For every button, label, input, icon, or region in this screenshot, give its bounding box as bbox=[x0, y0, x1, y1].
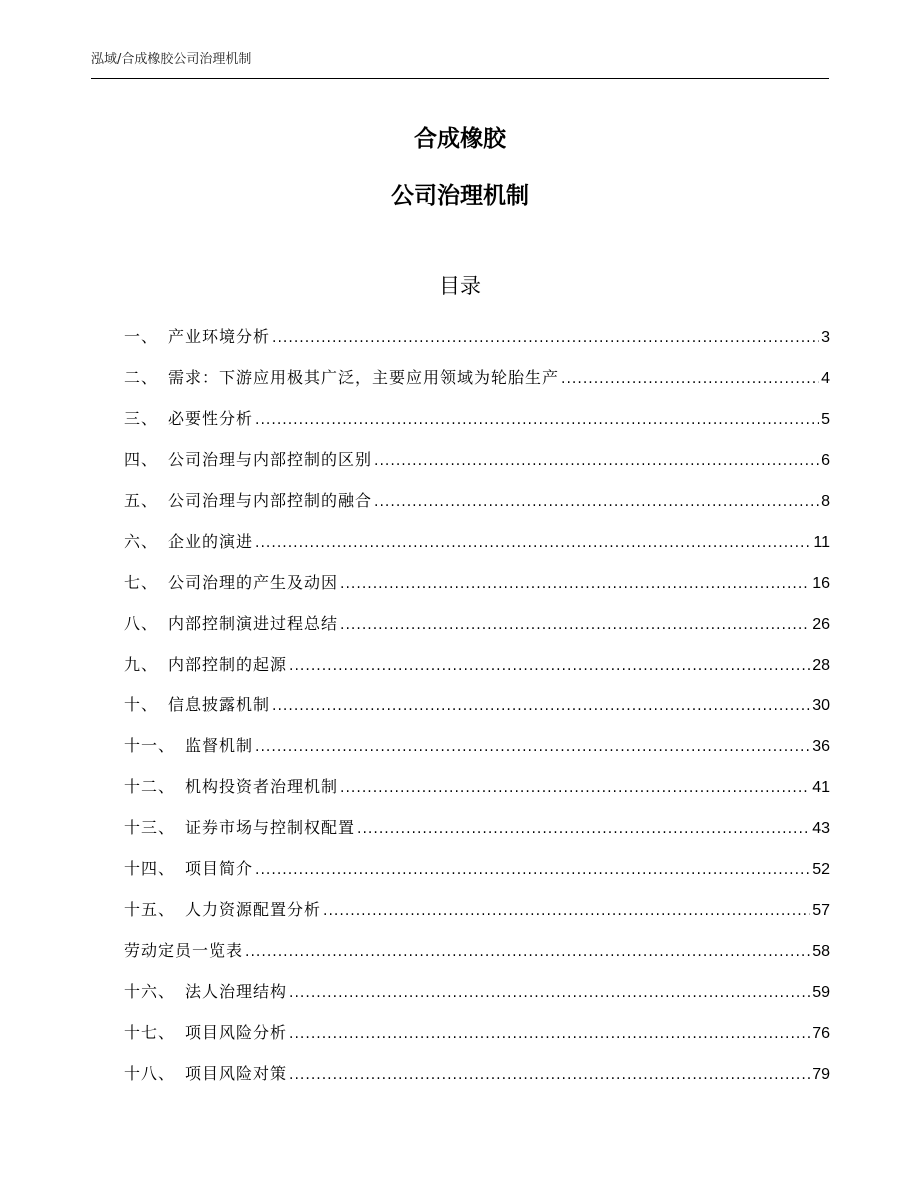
toc-entry-label: 信息披露机制 bbox=[168, 695, 271, 715]
toc-entry-page: 28 bbox=[812, 656, 830, 674]
toc-entry[interactable] bbox=[124, 938, 830, 979]
toc-entry[interactable] bbox=[124, 406, 830, 447]
toc-entry[interactable] bbox=[124, 488, 830, 529]
document-title: 合成橡胶 bbox=[414, 126, 506, 152]
toc-entry-page: 6 bbox=[821, 451, 830, 469]
toc-entry[interactable] bbox=[124, 324, 830, 365]
toc-entry-page: 3 bbox=[821, 329, 830, 346]
toc-entry-label: 监督机制 bbox=[185, 736, 254, 756]
toc-entry[interactable] bbox=[124, 1061, 830, 1102]
toc-entry-page: 57 bbox=[812, 902, 830, 920]
toc-leader-dots bbox=[357, 816, 810, 842]
toc-entry-label: 公司治理的产生及动因 bbox=[168, 572, 339, 592]
toc-entry-page: 30 bbox=[812, 697, 830, 715]
toc-entry-page: 8 bbox=[821, 492, 830, 510]
toc-entry-number: 七、 bbox=[124, 572, 159, 592]
toc-leader-dots bbox=[255, 407, 819, 433]
toc-leader-dots bbox=[340, 571, 810, 597]
toc-entry-number: 八、 bbox=[124, 613, 159, 633]
toc-entry[interactable] bbox=[124, 611, 830, 652]
toc-entry[interactable] bbox=[124, 979, 830, 1020]
toc-entry-number: 十八、 bbox=[124, 1063, 176, 1083]
toc-entry-number: 十二、 bbox=[124, 777, 176, 797]
toc-entry-label: 公司治理与内部控制的区别 bbox=[168, 449, 373, 469]
toc-entry-page: 58 bbox=[812, 943, 830, 961]
toc-entry[interactable] bbox=[124, 652, 830, 693]
document-subtitle: 公司治理机制 bbox=[391, 183, 529, 209]
toc-leader-dots bbox=[323, 898, 810, 924]
toc-entry-number: 十三、 bbox=[124, 818, 176, 838]
toc-leader-dots bbox=[374, 489, 819, 515]
toc-entry-label: 公司治理与内部控制的融合 bbox=[168, 490, 373, 510]
toc-leader-dots bbox=[561, 366, 819, 392]
toc-entry-label: 企业的演进 bbox=[168, 531, 254, 551]
toc-entry-label: 必要性分析 bbox=[168, 408, 254, 428]
toc-entry-page: 36 bbox=[812, 738, 830, 756]
toc-entry[interactable] bbox=[124, 897, 830, 938]
toc-leader-dots bbox=[272, 693, 810, 719]
toc-entry[interactable] bbox=[124, 692, 830, 733]
toc-entry-label: 机构投资者治理机制 bbox=[185, 777, 339, 797]
toc-entry-number: 四、 bbox=[124, 449, 159, 469]
toc-entry-page: 79 bbox=[812, 1065, 830, 1083]
toc-entry-label: 法人治理结构 bbox=[185, 982, 288, 1001]
toc-entry[interactable] bbox=[124, 529, 830, 570]
toc-entry[interactable] bbox=[124, 1020, 830, 1061]
toc-entry-label: 产业环境分析 bbox=[168, 327, 271, 346]
toc-entry-page: 59 bbox=[812, 984, 830, 1001]
toc-leader-dots bbox=[272, 325, 819, 351]
toc-entry[interactable] bbox=[124, 365, 830, 406]
toc-leader-dots bbox=[289, 1062, 810, 1088]
toc-leader-dots bbox=[255, 857, 810, 883]
toc-entry-number: 一、 bbox=[124, 327, 159, 346]
toc-entry-number: 十四、 bbox=[124, 859, 176, 879]
toc-entry-label: 劳动定员一览表 bbox=[124, 941, 244, 961]
toc-entry-label: 项目风险分析 bbox=[185, 1022, 288, 1042]
toc-entry-label: 项目简介 bbox=[185, 859, 254, 879]
toc-entry-number: 十、 bbox=[124, 695, 159, 715]
toc-entry-number: 二、 bbox=[124, 367, 159, 387]
table-of-contents bbox=[124, 324, 830, 1102]
toc-entry-page: 43 bbox=[812, 820, 830, 838]
toc-entry-label: 证券市场与控制权配置 bbox=[185, 818, 356, 838]
toc-leader-dots bbox=[340, 612, 810, 638]
toc-entry-page: 52 bbox=[812, 861, 830, 879]
toc-entry[interactable] bbox=[124, 856, 830, 897]
toc-leader-dots bbox=[340, 775, 810, 801]
toc-entry[interactable] bbox=[124, 733, 830, 774]
toc-entry-page: 11 bbox=[813, 533, 830, 551]
toc-leader-dots bbox=[255, 530, 811, 556]
toc-entry-number: 五、 bbox=[124, 490, 159, 510]
toc-entry-number: 六、 bbox=[124, 531, 159, 551]
toc-entry-number: 九、 bbox=[124, 654, 159, 674]
toc-entry-number: 十五、 bbox=[124, 900, 176, 920]
toc-entry-page: 4 bbox=[821, 369, 830, 387]
toc-leader-dots bbox=[374, 448, 819, 474]
toc-entry[interactable] bbox=[124, 447, 830, 488]
toc-entry-number: 三、 bbox=[124, 408, 159, 428]
page-header bbox=[91, 50, 829, 79]
toc-entry-label: 需求：下游应用极其广泛，主要应用领域为轮胎生产 bbox=[168, 367, 560, 387]
toc-entry[interactable] bbox=[124, 774, 830, 815]
toc-entry-page: 16 bbox=[812, 574, 830, 592]
toc-entry-label: 项目风险对策 bbox=[185, 1063, 288, 1083]
toc-entry-label: 人力资源配置分析 bbox=[185, 900, 322, 920]
toc-leader-dots bbox=[289, 653, 810, 679]
toc-leader-dots bbox=[245, 939, 810, 965]
toc-entry-number: 十一、 bbox=[124, 736, 176, 756]
toc-entry-page: 26 bbox=[812, 615, 830, 633]
toc-leader-dots bbox=[289, 980, 810, 1006]
toc-leader-dots bbox=[289, 1021, 810, 1047]
toc-entry-page: 41 bbox=[812, 779, 830, 797]
toc-entry[interactable] bbox=[124, 815, 830, 856]
toc-entry-page: 5 bbox=[821, 410, 830, 428]
header-text: 泓域/合成橡胶公司治理机制 bbox=[91, 52, 252, 67]
toc-entry[interactable] bbox=[124, 570, 830, 611]
toc-entry-label: 内部控制演进过程总结 bbox=[168, 613, 339, 633]
toc-entry-label: 内部控制的起源 bbox=[168, 654, 288, 674]
toc-heading: 目录 bbox=[439, 274, 481, 298]
toc-entry-number: 十六、 bbox=[124, 982, 176, 1001]
toc-entry-number: 十七、 bbox=[124, 1022, 176, 1042]
toc-leader-dots bbox=[255, 734, 810, 760]
toc-entry-page: 76 bbox=[812, 1024, 830, 1042]
